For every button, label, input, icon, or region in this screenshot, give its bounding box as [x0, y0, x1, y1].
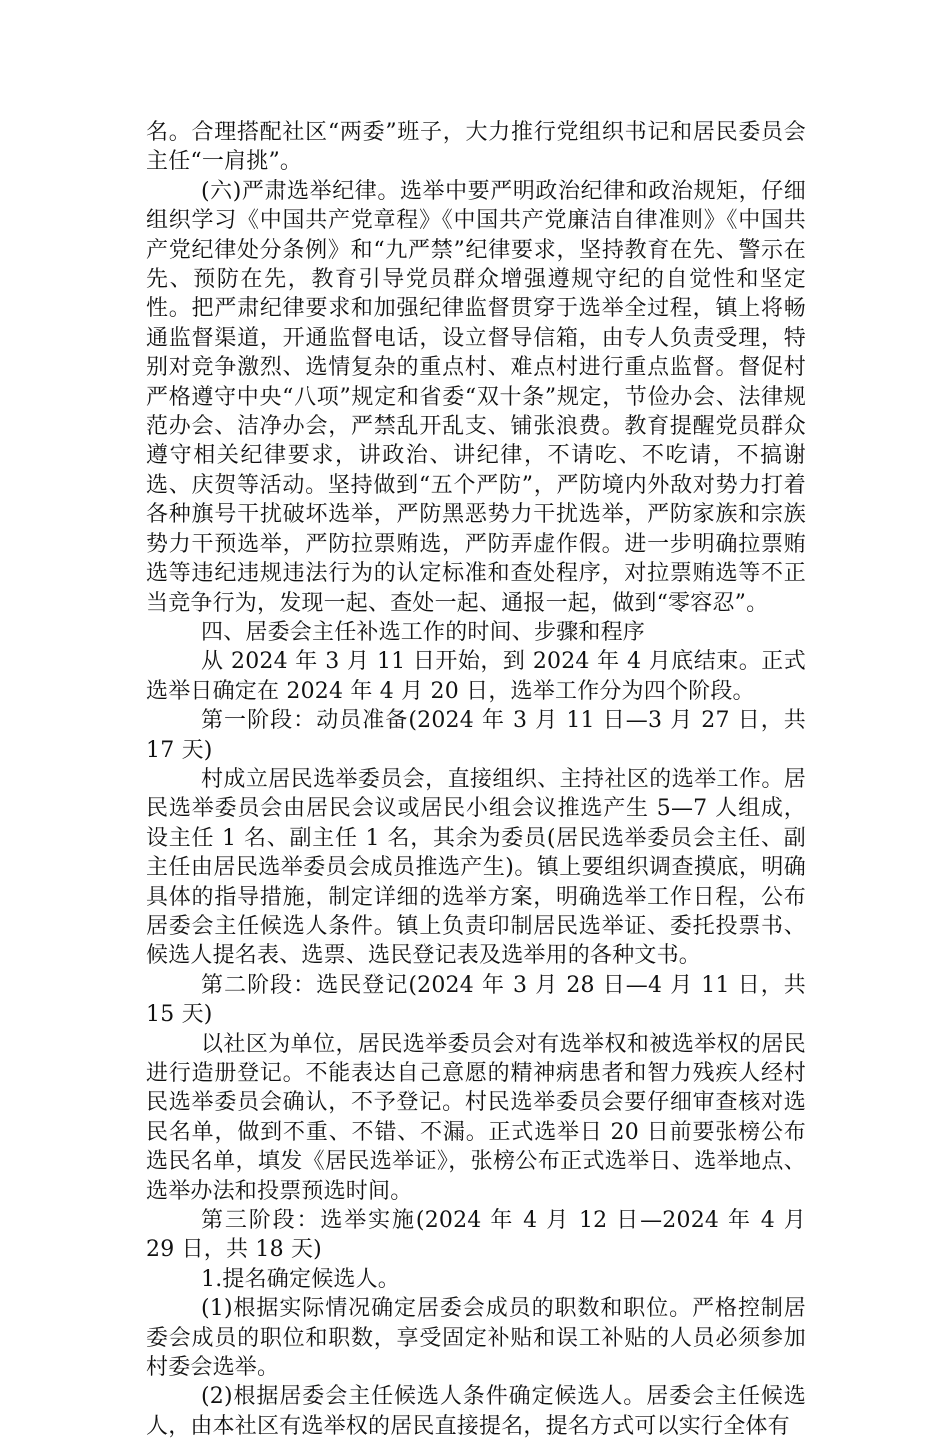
paragraph-schedule: 从 2024 年 3 月 11 日开始，到 2024 年 4 月底结束。正式选举日确定在 2024 年 4 月 20 日，选举工作分为四个阶段。 [146, 649, 806, 704]
item-positions: (1)根据实际情况确定居委会成员的职数和职位。严格控制居委会成员的职位和职数，享受固定补贴和误工补贴的人员必须参加村委会选举。 [146, 1296, 806, 1381]
paragraph-election-discipline: (六)严肃选举纪律。选举中要严明政治纪律和政治规矩，仔细组织学习《中国共产党章程》《中国共产党廉洁自律准则》《中国共产党纪律处分条例》和“九严禁”纪律要求，坚持教育在先、警示在先、预防在先，教育引导党员群众增强遵规守纪的自觉性和坚定性。把严肃纪律要求和加强纪律监督贯穿于选举全过程，镇上将畅通监督渠道，开通监督电话，设立督导信箱，由专人负责受理，特别对竞争激烈、选情复杂的重点村、难点村进行重点监督。督促村严格遵守中央“八项”规定和省委“双十条”规定，节俭办会、法律规范办会、洁净办会，严禁乱开乱支、铺张浪费。教育提醒党员群众遵守相关纪律要求，讲政治、讲纪律，不请吃、不吃请，不搞谢选、庆贺等活动。坚持做到“五个严防”，严防境内外敌对势力打着各种旗号干扰破坏选举，严防黑恶势力干扰选举，严防家族和宗族势力干预选举，严防拉票贿选，严防弄虚作假。进一步明确拉票贿选等违纪违规违法行为的认定标准和查处程序，对拉票贿选等不正当竞争行为，发现一起、查处一起、通报一起，做到“零容忍”。 [146, 178, 806, 616]
paragraph-stage-two: 以社区为单位，居民选举委员会对有选举权和被选举权的居民进行造册登记。不能表达自己意愿的精神病患者和智力残疾人经村民选举委员会确认，不予登记。村民选举委员会要仔细审查核对选民名单，做到不重、不错、不漏。正式选举日 20 日前要张榜公布选民名单，填发《居民选举证》，张榜公布正式选举日、选举地点、选举办法和投票预选时间。 [146, 1031, 806, 1204]
stage-one-heading: 第一阶段：动员准备(2024 年 3 月 11 日—3 月 27 日，共 17 天) [146, 708, 806, 763]
item-nominate-candidates: 1.提名确定候选人。 [201, 1266, 400, 1292]
paragraph-continuation: 名。合理搭配社区“两委”班子，大力推行党组织书记和居民委员会主任“一肩挑”。 [146, 120, 806, 175]
document-body [146, 118, 806, 1441]
paragraph-stage-one: 村成立居民选举委员会，直接组织、主持社区的选举工作。居民选举委员会由居民会议或居民小组会议推选产生 5—7 人组成，设主任 1 名、副主任 1 名，其余为委员(居民选举委员会主任、副主任由居民选举委员会成员推选产生)。镇上要组织调查摸底，明确具体的指导措施，制定详细的选举方案，明确选举工作日程，公布居委会主任候选人条件。镇上负责印制居民选举证、委托投票书、候选人提名表、选票、选民登记表及选举用的各种文书。 [146, 766, 806, 969]
stage-two-heading: 第二阶段：选民登记(2024 年 3 月 28 日—4 月 11 日，共 15 天) [146, 972, 806, 1028]
item-candidate-conditions: (2)根据居委会主任候选人条件确定候选人。居委会主任候选人，由本社区有选举权的居民直接提名，提名方式可以实行全体有 [146, 1384, 806, 1439]
section-heading-four: 四、居委会主任补选工作的时间、步骤和程序 [201, 619, 646, 645]
stage-three-heading: 第三阶段：选举实施(2024 年 4 月 12 日—2024 年 4 月 29 日，共 18 天) [146, 1208, 806, 1263]
